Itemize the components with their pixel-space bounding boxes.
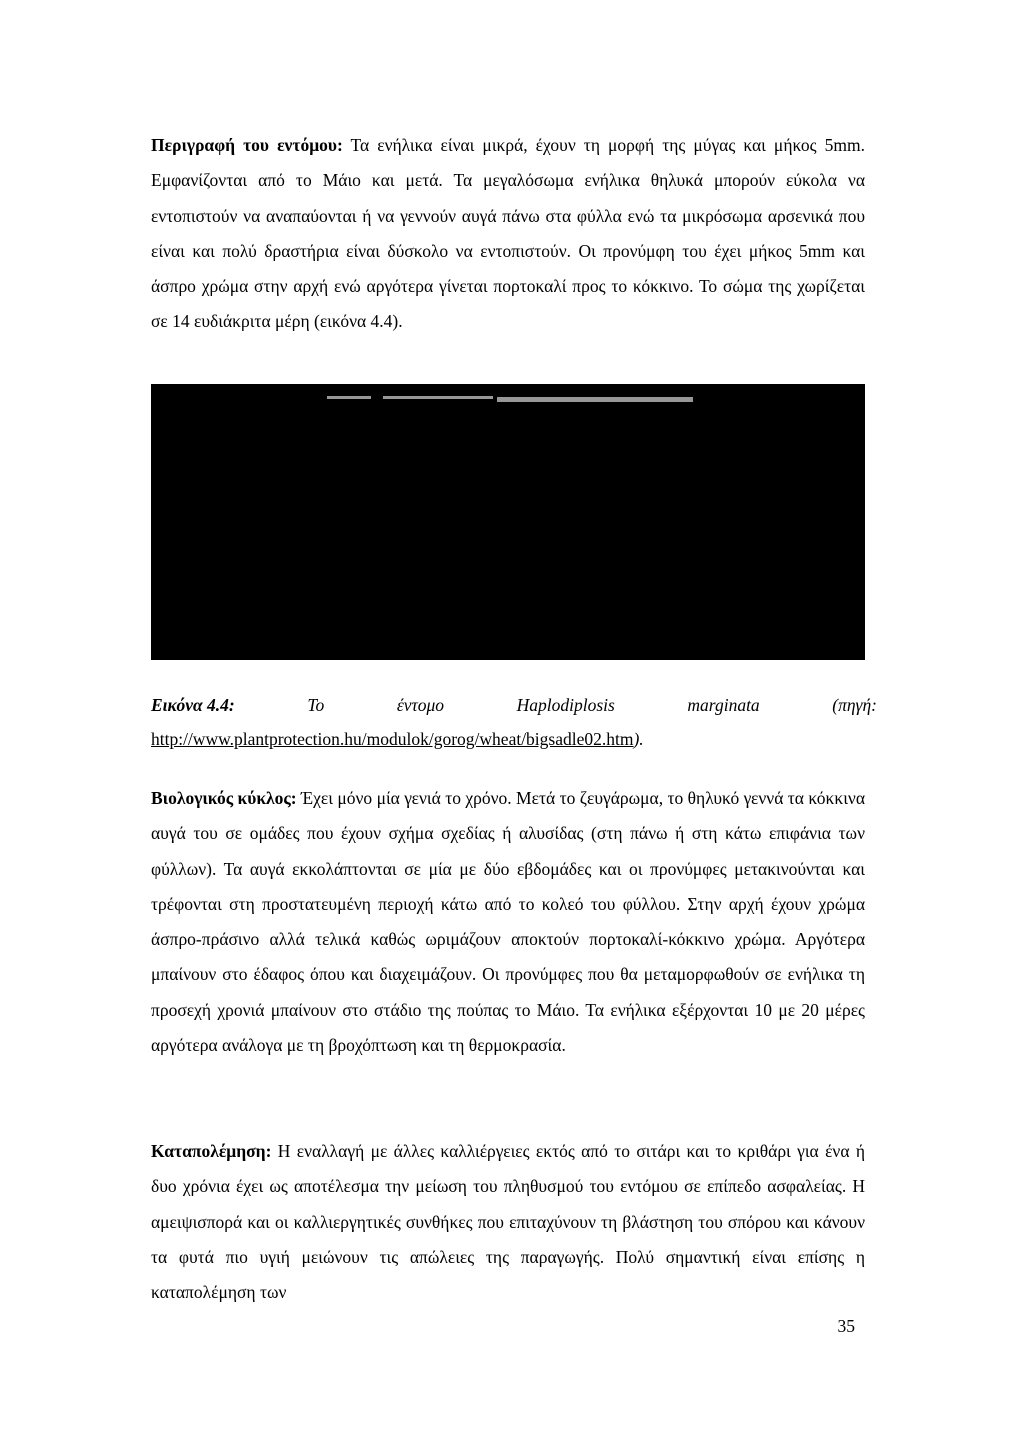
caption-word: έντομο: [396, 695, 445, 715]
description-text: Τα ενήλικα είναι μικρά, έχουν τη μορφή της μύγας και μήκος 5mm. Εμφανίζονται από το Μάιο και μετά. Τα μεγαλόσωμα ενήλικα θηλυκά μπορούν εύκολα να εντοπιστούν να αναπαύονται ή να γεννούν αυγά πάνω στα φύλλα ενώ τα μικρόσωμα αρσενικά που είναι και πολύ δραστήρια είναι δύσκολο να εντοπιστούν. Οι προνύμφη του έχει μήκος 5mm και άσπρο χρώμα στην αρχή ενώ αργότερα γίνεται πορτοκαλί προς το κόκκινο. Το σώμα της χωρίζεται σε 14 ευδιάκριτα μέρη (εικόνα 4.4).: [151, 135, 865, 332]
caption-label: Εικόνα 4.4:: [151, 695, 235, 715]
caption-line-2: [151, 722, 877, 756]
insect-photo: [151, 384, 865, 660]
caption-word: Haplodiplosis: [516, 695, 615, 715]
biology-text: Έχει μόνο μία γενιά το χρόνο. Μετά το ζευγάρωμα, το θηλυκό γεννά τα κόκκινα αυγά του σε ομάδες που έχουν σχήμα σχεδίας ή αλυσίδας (στη πάνω ή στη κάτω επιφάνια των φύλλων). Τα αυγά εκκολάπτονται σε μία με δύο εβδομάδες και οι προνύμφες μετακινούνται και τρέφονται στη προστατευμένη περιοχή κάτω από το κολεό του φύλλου. Στην αρχή έχουν χρώμα άσπρο-πράσινο αλλά τελικά καθώς ωριμάζουν αποκτούν πορτοκαλί-κόκκινο χρώμα. Αργότερα μπαίνουν στο έδαφος όπου και διαχειμάζουν. Οι προνύμφες που θα μεταμορφωθούν σε ενήλικα τη προσεχή χρονιά μπαίνουν στο στάδιο της πούπας το Μάιο. Τα ενήλικα εξέρχονται 10 με 20 μέρες αργότερα ανάλογα με τη βροχόπτωση και τη θερμοκρασία.: [151, 788, 865, 1056]
caption-word: marginata: [687, 695, 760, 715]
photo-artifact-line: [497, 397, 693, 402]
biology-heading: Βιολογικός κύκλος:: [151, 788, 297, 808]
biology-paragraph: [151, 781, 865, 1063]
source-link[interactable]: http://www.plantprotection.hu/modulok/gorog/wheat/bigsadle02.htm: [151, 729, 634, 749]
caption-word: (πηγή:: [832, 695, 877, 715]
photo-artifact-line: [383, 396, 493, 399]
photo-artifact-line: [327, 396, 371, 399]
control-heading: Καταπολέμηση:: [151, 1141, 272, 1161]
description-paragraph: [151, 128, 865, 340]
caption-end: ).: [633, 729, 644, 749]
control-text: Η εναλλαγή με άλλες καλλιέργειες εκτός από το σιτάρι και το κριθάρι για ένα ή δυο χρόνια έχει ως αποτέλεσμα την μείωση του πληθυσμού του εντόμου σε επίπεδο ασφαλείας. Η αμειψισπορά και οι καλλιεργητικές συνθήκες που επιταχύνουν τη βλάστηση του σπόρου και κάνουν τα φυτά πιο υγιή μειώνουν τις απώλειες της παραγωγής. Πολύ σημαντική είναι επίσης η καταπολέμηση των: [151, 1141, 865, 1303]
caption-word: Το: [307, 695, 325, 715]
description-heading: Περιγραφή του εντόμου:: [151, 135, 343, 155]
figure-caption: [151, 688, 877, 756]
page-number: 35: [837, 1316, 855, 1336]
control-paragraph: [151, 1134, 865, 1310]
caption-line-1: [151, 688, 877, 722]
